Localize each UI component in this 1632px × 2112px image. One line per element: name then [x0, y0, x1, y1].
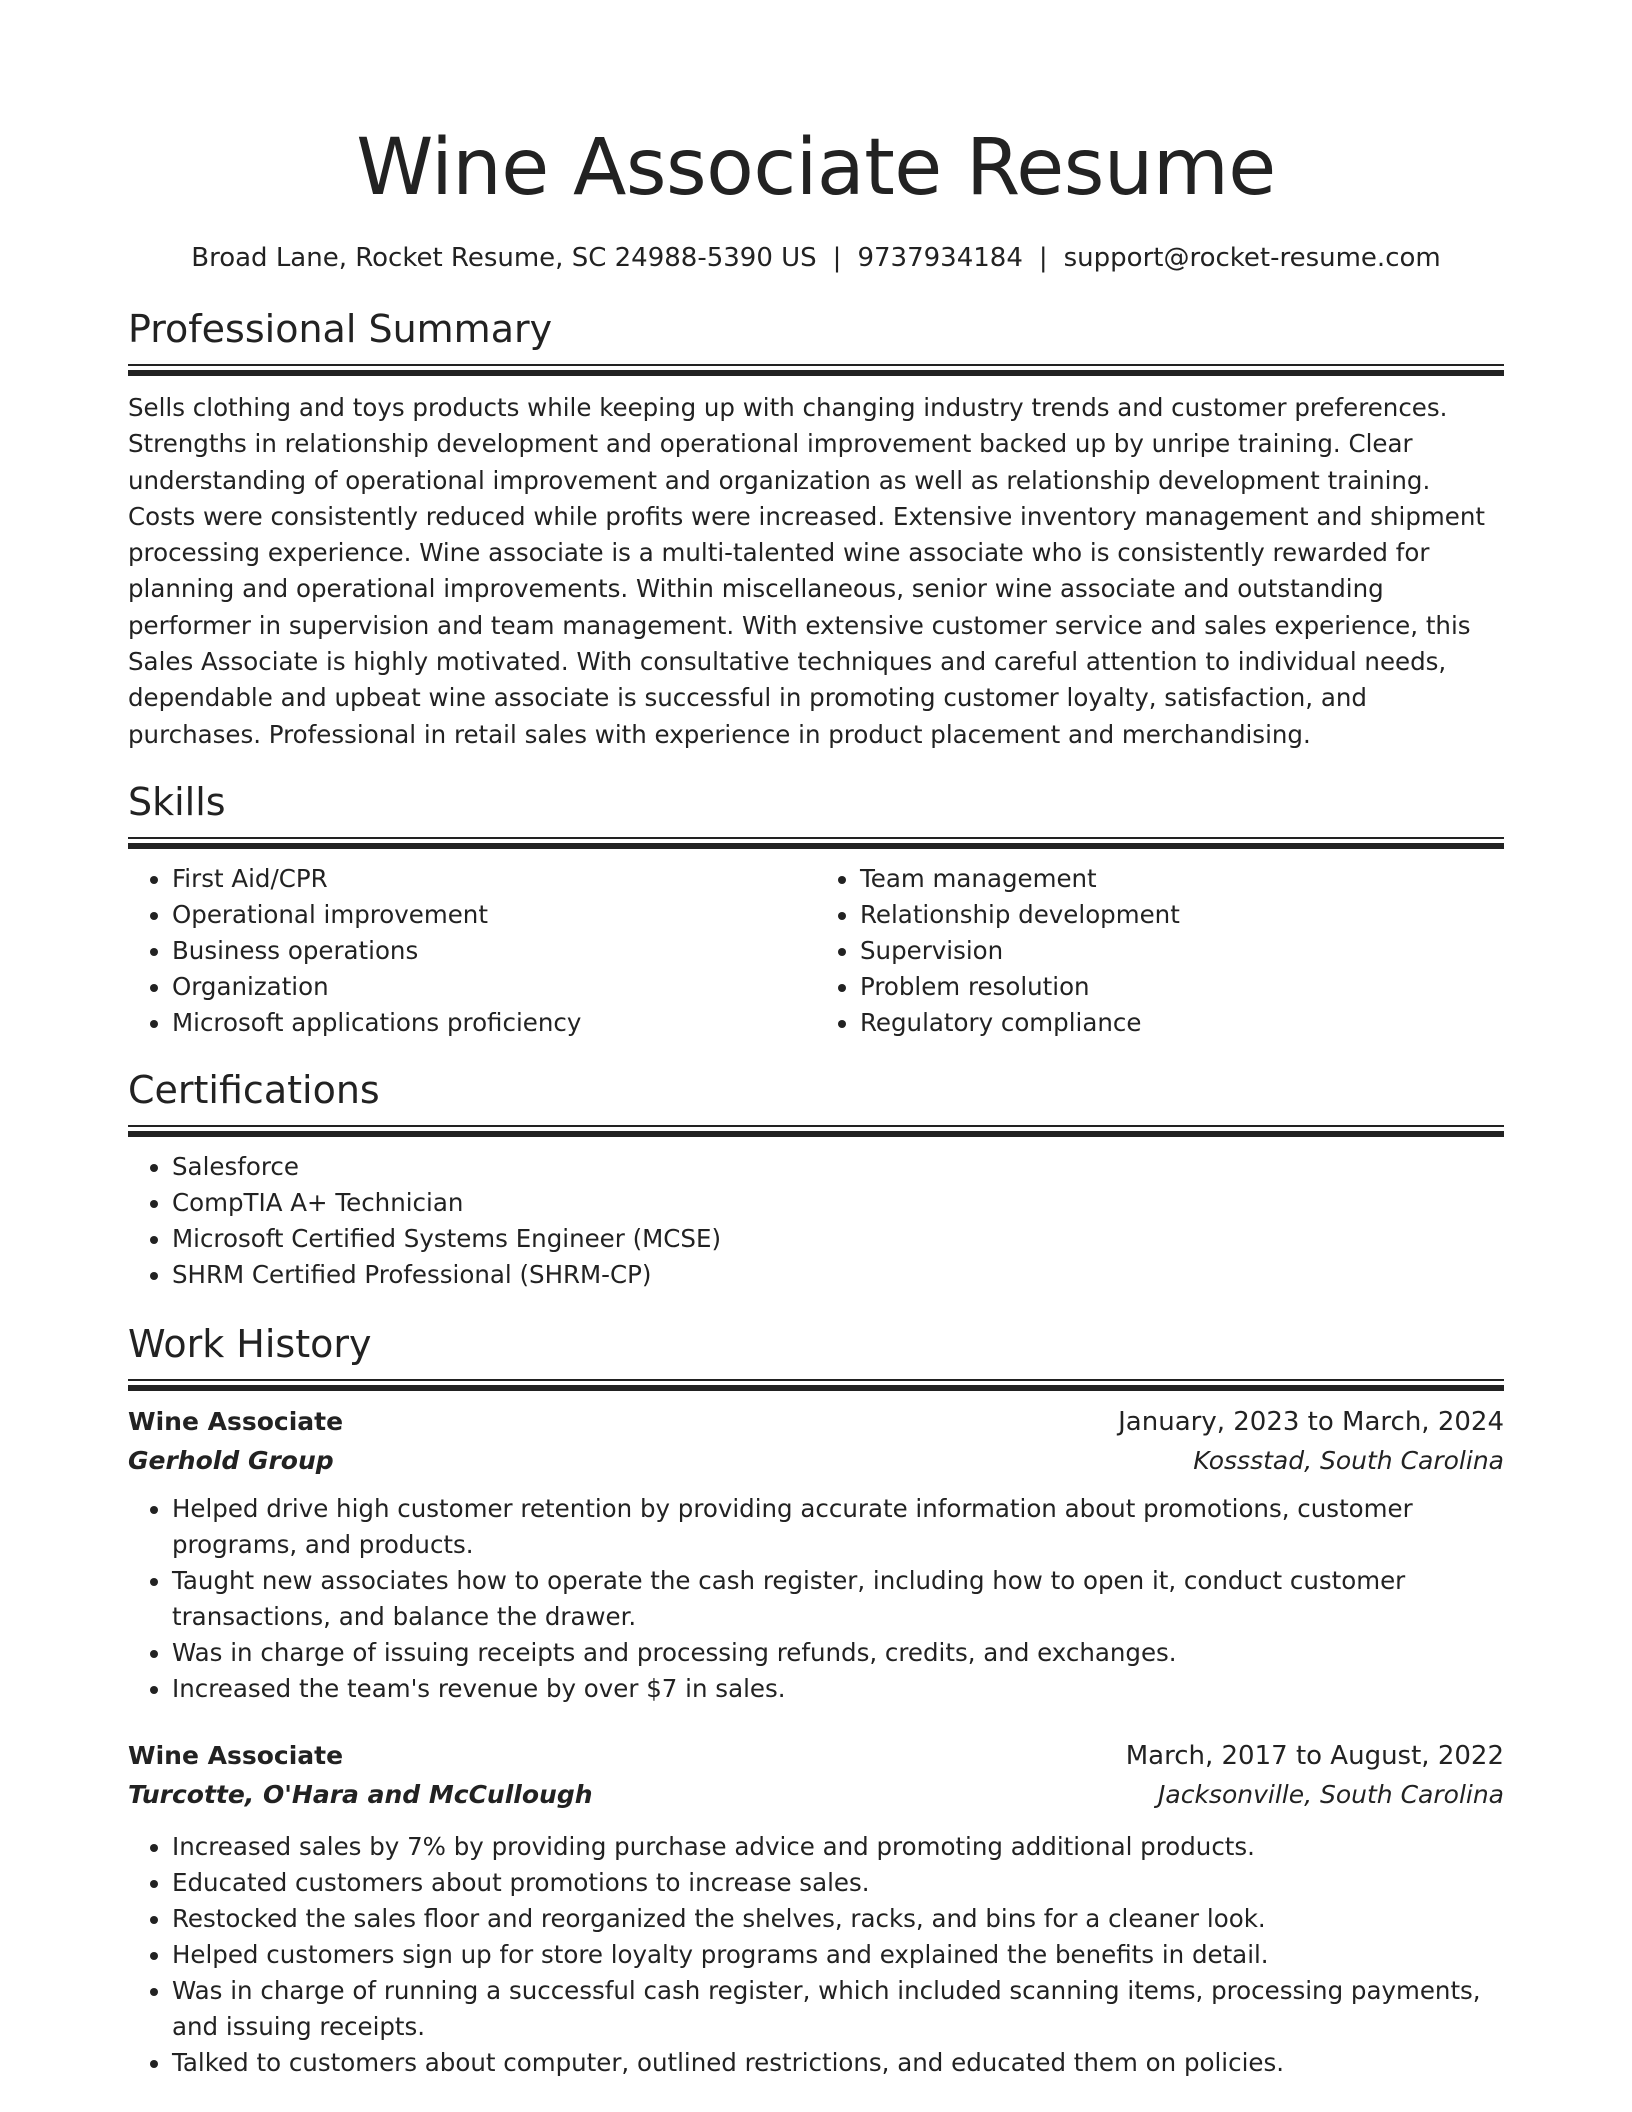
- job-entry: [128, 1403, 1504, 1707]
- job-bullet: • Increased the team's revenue by over $7 in sales.: [172, 1671, 1504, 1707]
- work-history-heading: Work History: [128, 1321, 372, 1366]
- job-entry: [128, 1737, 1504, 2081]
- skill-item: • Supervision: [860, 933, 1504, 969]
- job-subheader: [128, 1775, 1504, 1815]
- skill-item: • Problem resolution: [860, 969, 1504, 1005]
- skills-grid: [128, 861, 1504, 1041]
- section-divider: [128, 1379, 1504, 1391]
- resume-title: Wine Associate Resume: [356, 123, 1276, 213]
- job-bullet: • Restocked the sales floor and reorganized the shelves, racks, and bins for a cleaner look.: [172, 1901, 1504, 1937]
- job-dates: March, 2017 to August, 2022: [1125, 1740, 1504, 1771]
- skill-item: • First Aid/CPR: [172, 861, 816, 897]
- contact-line: [128, 240, 1504, 276]
- contact-address: Broad Lane, Rocket Resume, SC 24988-5390 US: [191, 243, 817, 273]
- job-bullet: • Was in charge of running a successful cash register, which included scanning items, processing payments, and issuing receipts.: [172, 1973, 1504, 2045]
- section-divider: [128, 837, 1504, 849]
- job-title: Wine Associate: [128, 1740, 344, 1770]
- skill-item: • Relationship development: [860, 897, 1504, 933]
- skills-list-right: [816, 861, 1504, 1041]
- job-bullets: [128, 1829, 1504, 2081]
- contact-phone: 9737934184: [857, 243, 1023, 273]
- job-title: Wine Associate: [128, 1406, 344, 1436]
- job-bullet: • Helped customers sign up for store loyalty programs and explained the benefits in detail.: [172, 1937, 1504, 1973]
- skills-heading: Skills: [128, 779, 226, 824]
- skill-item: • Organization: [172, 969, 816, 1005]
- summary-section: [128, 304, 1504, 753]
- contact-separator: |: [1038, 243, 1048, 273]
- summary-text: Sells clothing and toys products while keeping up with changing industry trends and customer preferences. Strengths in relationship development and operational improvement backed up by unripe training. Clear understanding of operational improvement and organization as well as relationship development training. Costs were consistently reduced while profits were increased. Extensive inventory management and shipment processing experience. Wine associate is a multi-talented wine associate who is consistently rewarded for planning and operational improvements. Within miscellaneous, senior wine associate and outstanding performer in supervision and team management. With extensive customer service and sales experience, this Sales Associate is highly motivated. With consultative techniques and careful attention to individual needs, dependable and upbeat wine associate is successful in promoting customer loyalty, satisfaction, and purchases. Professional in retail sales with experience in product placement and merchandising.: [128, 393, 1485, 749]
- job-bullet: • Was in charge of issuing receipts and processing refunds, credits, and exchanges.: [172, 1635, 1504, 1671]
- job-header: [128, 1403, 1504, 1441]
- certification-item: • Microsoft Certified Systems Engineer (MCSE): [172, 1221, 1504, 1257]
- job-location: Jacksonville, South Carolina: [1158, 1779, 1504, 1809]
- job-bullet: • Increased sales by 7% by providing purchase advice and promoting additional products.: [172, 1829, 1504, 1865]
- job-subheader: [128, 1441, 1504, 1481]
- certifications-section: [128, 1065, 1504, 1293]
- job-company: Turcotte, O'Hara and McCullough: [128, 1779, 593, 1809]
- certification-item: • SHRM Certified Professional (SHRM-CP): [172, 1257, 1504, 1293]
- certifications-heading: Certifications: [128, 1067, 380, 1112]
- job-location: Kossstad, South Carolina: [1193, 1445, 1504, 1475]
- job-bullets: [128, 1491, 1504, 1707]
- skill-item: • Operational improvement: [172, 897, 816, 933]
- skills-list-left: [128, 861, 816, 1041]
- job-bullet: • Helped drive high customer retention by providing accurate information about promotions, customer programs, and products.: [172, 1491, 1504, 1563]
- summary-heading: Professional Summary: [128, 307, 553, 351]
- section-divider: [128, 364, 1504, 376]
- job-company: Gerhold Group: [128, 1445, 334, 1475]
- skill-item: • Regulatory compliance: [860, 1005, 1504, 1041]
- job-dates: January, 2023 to March, 2024: [1118, 1406, 1504, 1437]
- skills-section: [128, 777, 1504, 1041]
- certification-item: • CompTIA A+ Technician: [172, 1185, 1504, 1221]
- contact-separator: |: [832, 243, 842, 273]
- job-bullet: • Educated customers about promotions to increase sales.: [172, 1865, 1504, 1901]
- skill-item: • Microsoft applications proficiency: [172, 1005, 816, 1041]
- job-bullet: • Talked to customers about computer, outlined restrictions, and educated them on policies.: [172, 2045, 1504, 2081]
- resume-page: [128, 0, 1504, 2081]
- job-bullet: • Taught new associates how to operate the cash register, including how to open it, conduct customer transactions, and balance the drawer.: [172, 1563, 1504, 1635]
- certification-item: • Salesforce: [172, 1149, 1504, 1185]
- skill-item: • Team management: [860, 861, 1504, 897]
- work-history-section: [128, 1319, 1504, 2081]
- skill-item: • Business operations: [172, 933, 816, 969]
- job-header: [128, 1737, 1504, 1775]
- contact-email: support@rocket-resume.com: [1063, 243, 1441, 273]
- certifications-list: [128, 1149, 1504, 1293]
- section-divider: [128, 1125, 1504, 1137]
